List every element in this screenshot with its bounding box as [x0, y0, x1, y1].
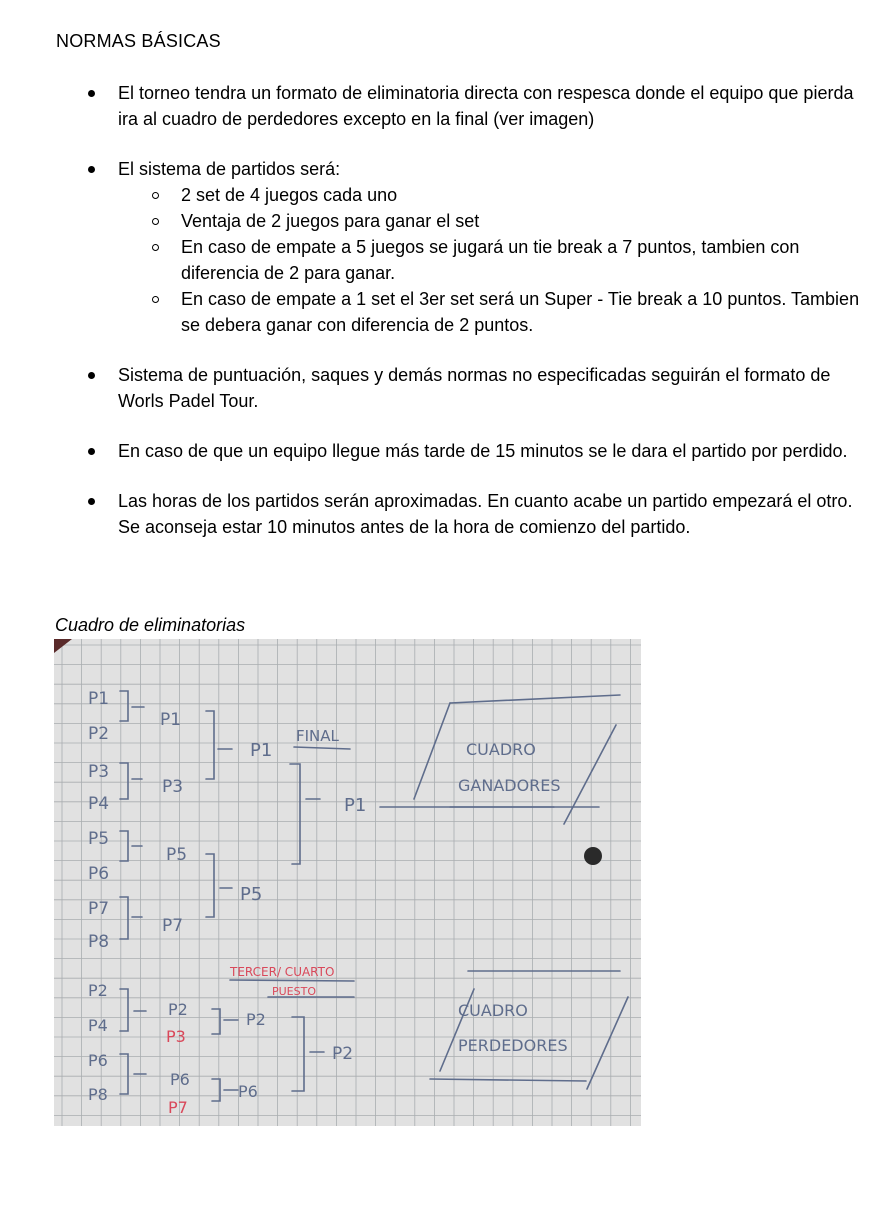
- loser-team-label: P8: [88, 1085, 108, 1104]
- rule-text: El torneo tendra un formato de eliminatoria directa con respesca donde el equipo que pierda ira al cuadro de perdedores excepto en la final (ver imagen): [118, 83, 854, 129]
- team-label: P4: [88, 794, 110, 814]
- rule-item: [56, 488, 861, 540]
- rule-text: Sistema de puntuación, saques y demás normas no especificadas seguirán el formato de Worls Padel Tour.: [118, 365, 831, 411]
- loser-round2-label: P2: [168, 1000, 188, 1019]
- semifinal-team-label: P1: [250, 740, 273, 761]
- champion-label: P1: [344, 795, 367, 816]
- sub-rule-item: Ventaja de 2 juegos para ganar el set: [118, 208, 861, 234]
- third-place-label: TERCER/ CUARTO: [230, 965, 335, 979]
- team-label: P7: [88, 899, 110, 919]
- rule-item: [56, 362, 861, 414]
- loser-team-label: P4: [88, 1016, 108, 1035]
- loser-round3-label: P6: [238, 1082, 258, 1101]
- round2-team-label: P3: [162, 777, 184, 797]
- sub-rule-item: En caso de empate a 5 juegos se jugará un tie break a 7 puntos, tambien con diferencia de 2 para ganar.: [118, 234, 861, 286]
- loser-round2-red-label: P3: [166, 1027, 186, 1046]
- team-label: P6: [88, 864, 110, 884]
- final-label: FINAL: [296, 727, 339, 745]
- semifinal-team-label: P5: [240, 884, 263, 905]
- rule-text: Las horas de los partidos serán aproximadas. En cuanto acabe un partido empezará el otro. Se aconseja estar 10 minutos antes de la hora de comienzo del partido.: [118, 491, 853, 537]
- rule-text: En caso de que un equipo llegue más tarde de 15 minutos se le dara el partido por perdido.: [118, 441, 848, 461]
- loser-round2-label: P6: [170, 1070, 190, 1089]
- rule-item: [56, 156, 861, 338]
- round2-team-label: P1: [160, 710, 182, 730]
- bracket-drawing: [54, 639, 641, 1126]
- team-label: P3: [88, 762, 110, 782]
- sub-rule-item: 2 set de 4 juegos cada uno: [118, 182, 861, 208]
- winners-box-label: GANADORES: [458, 776, 561, 795]
- round2-team-label: P7: [162, 916, 184, 936]
- losers-box-label: CUADRO: [458, 1001, 528, 1020]
- match-system-list: [118, 182, 861, 338]
- bracket-photo: [54, 639, 641, 1126]
- page-heading: NORMAS BÁSICAS: [56, 31, 221, 51]
- losers-winner-label: P2: [332, 1044, 354, 1064]
- bracket-caption: Cuadro de eliminatorias: [55, 615, 246, 635]
- rule-item: [56, 80, 861, 132]
- rule-item: [56, 438, 861, 464]
- team-label: P8: [88, 932, 110, 952]
- sub-rule-item: En caso de empate a 1 set el 3er set será un Super - Tie break a 10 puntos. Tambien se debera ganar con diferencia de 2 puntos.: [118, 286, 861, 338]
- round2-team-label: P5: [166, 845, 188, 865]
- loser-team-label: P6: [88, 1051, 108, 1070]
- loser-team-label: P2: [88, 981, 108, 1000]
- loser-round2-red-label: P7: [168, 1098, 188, 1117]
- rule-text: El sistema de partidos será:: [118, 159, 341, 179]
- rules-list: [56, 80, 861, 564]
- loser-round3-label: P2: [246, 1010, 266, 1029]
- third-place-label: PUESTO: [272, 985, 316, 998]
- team-label: P1: [88, 689, 110, 709]
- winners-box-label: CUADRO: [466, 740, 536, 759]
- team-label: P2: [88, 724, 110, 744]
- losers-box-label: PERDEDORES: [458, 1036, 568, 1055]
- team-label: P5: [88, 829, 110, 849]
